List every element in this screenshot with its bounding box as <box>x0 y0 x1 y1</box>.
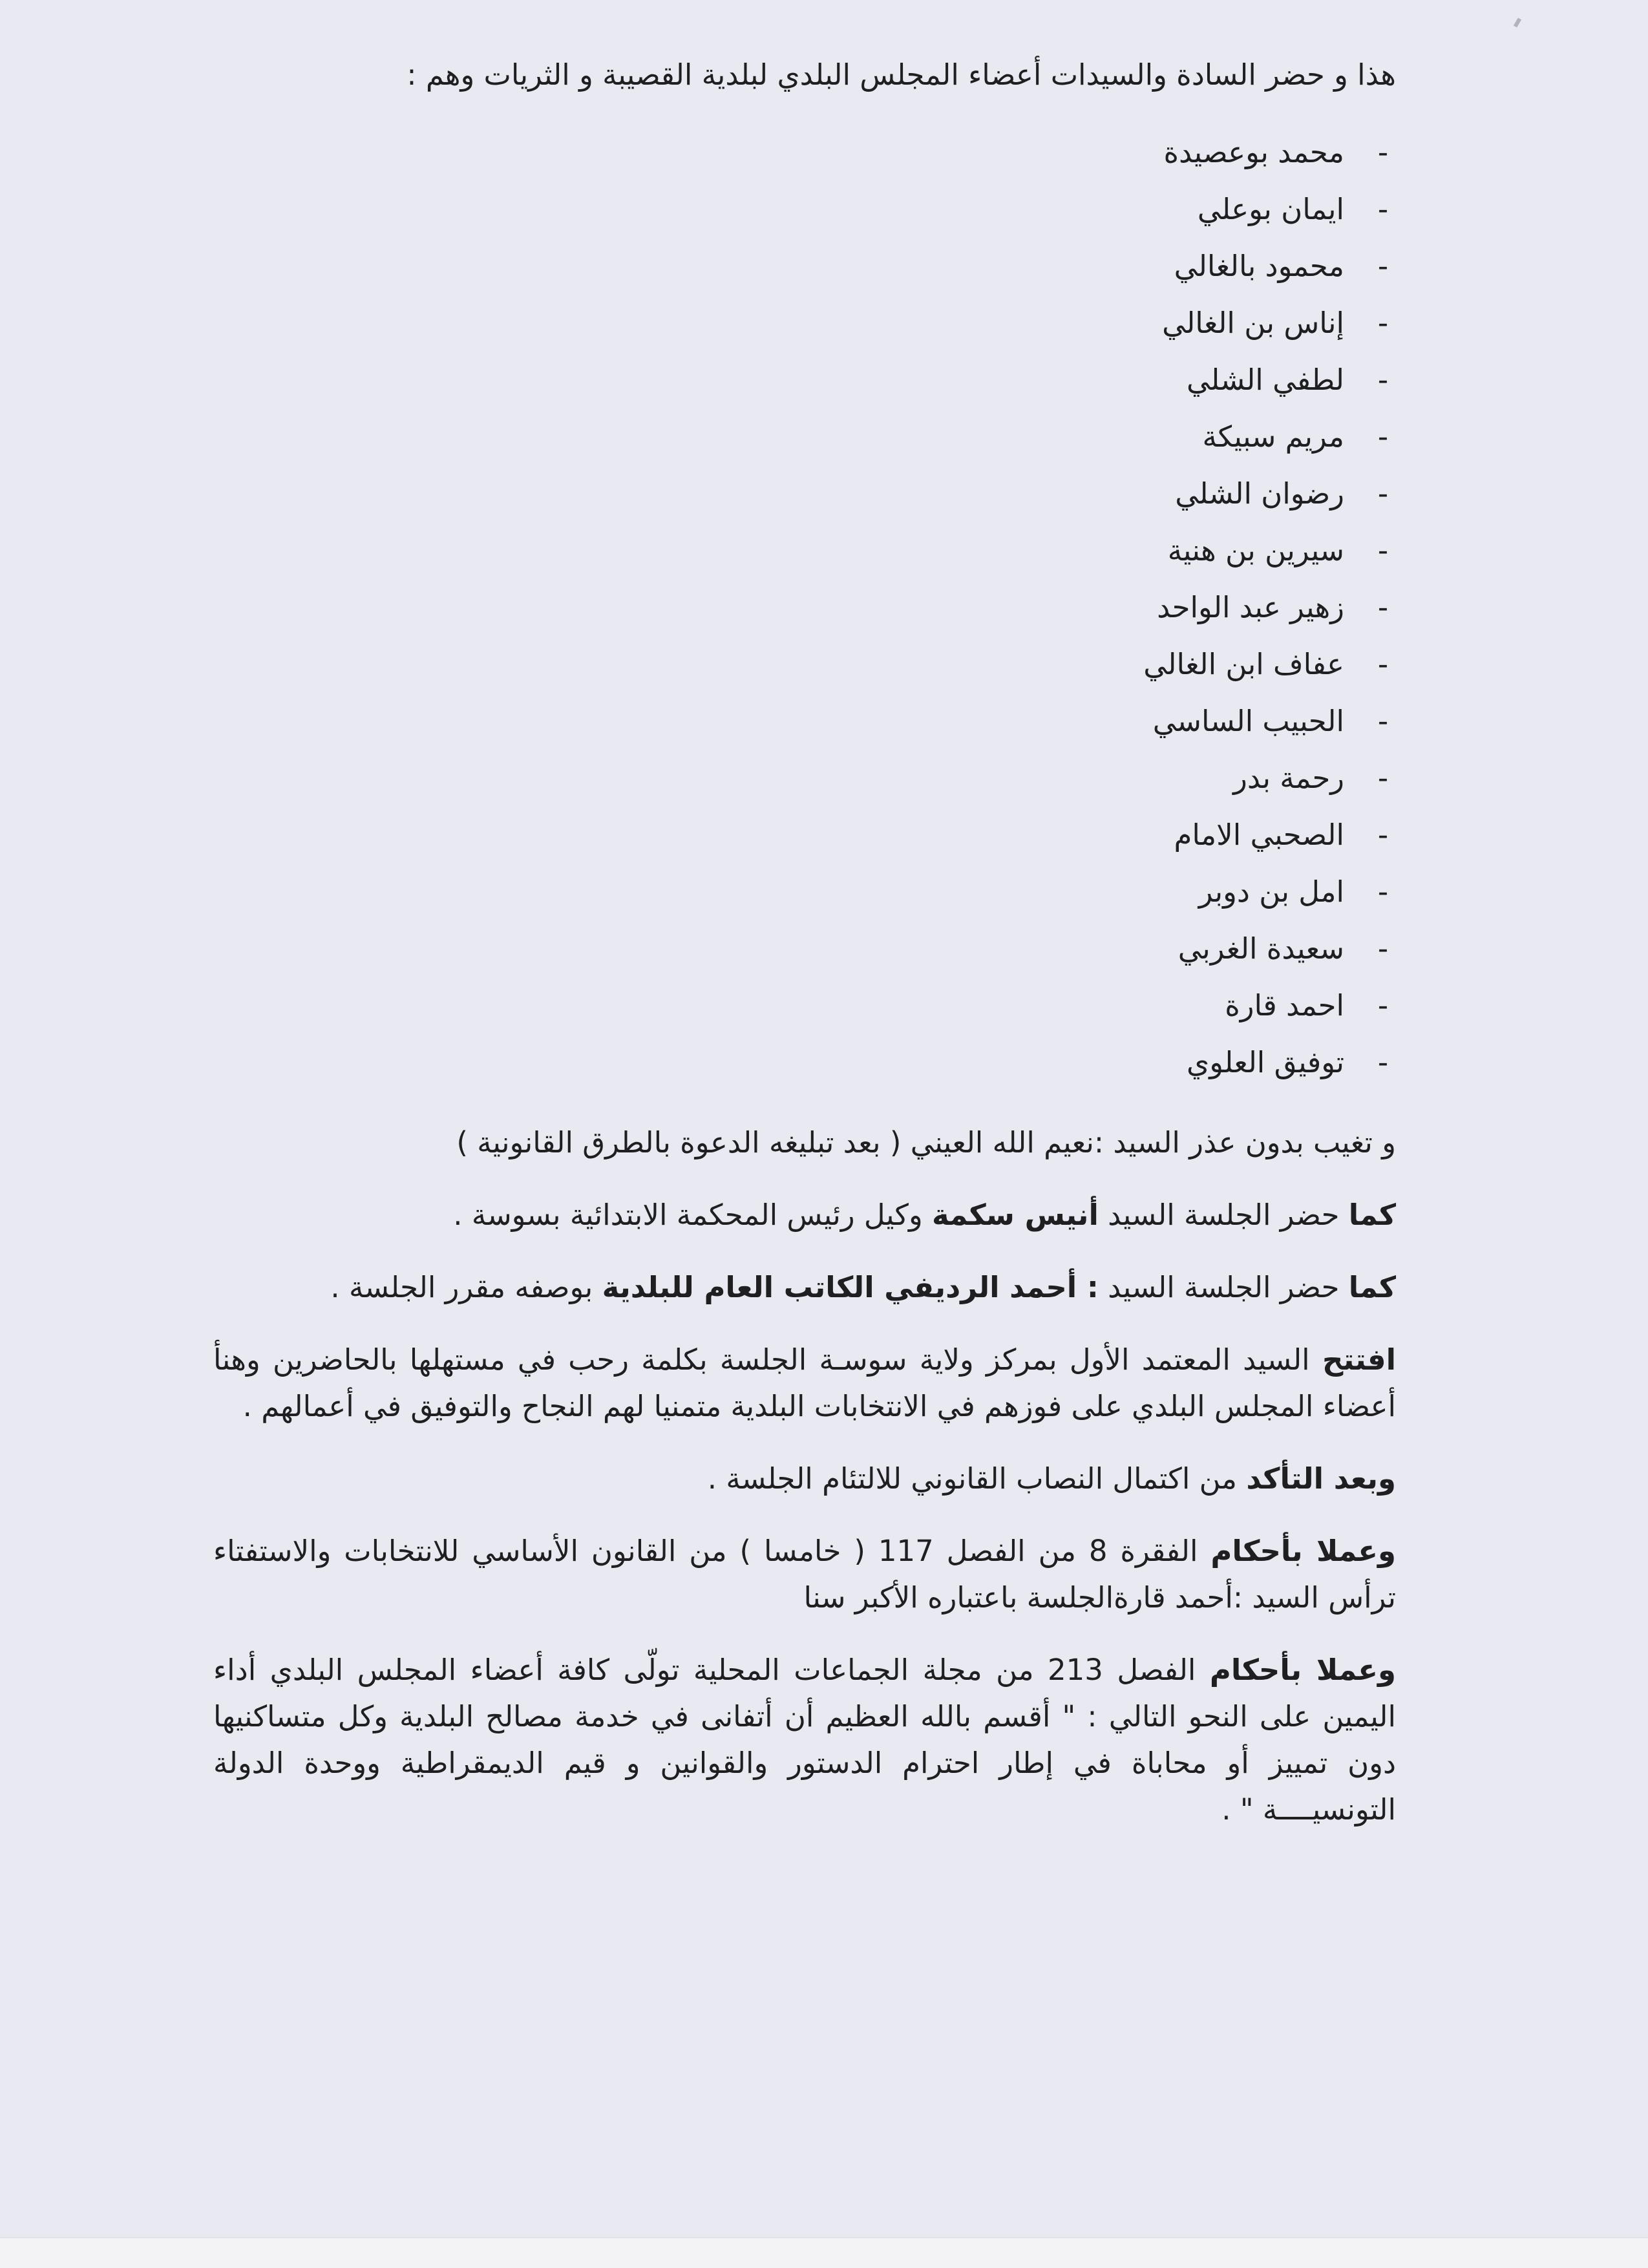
list-item <box>213 238 1396 295</box>
member-name: رضوان الشلي <box>1175 476 1344 511</box>
list-dash: - <box>1377 135 1389 169</box>
list-dash: - <box>1377 874 1389 909</box>
list-item <box>213 408 1396 465</box>
list-item <box>213 295 1396 352</box>
list-item <box>213 864 1396 920</box>
list-dash: - <box>1377 988 1389 1023</box>
list-item <box>213 807 1396 864</box>
secretary-attendance-paragraph <box>213 1264 1396 1311</box>
paragraph-text: الفصل 213 من مجلة الجماعات المحلية تولّى كافة أعضاء المجلس البلدي أداء اليمين على النحو التالي : " أقسم بالله العظيم أن أتفانى في خدمة مصالح البلدية وكل متساكنيها دون تمييز أو محاباة في إطار احترام الدستور والقوانين و قيم الديمقراطية ووحدة الدولة التونسيــــة " . <box>213 1653 1396 1827</box>
list-item <box>213 465 1396 522</box>
paragraph-text: وكيل رئيس المحكمة الابتدائية بسوسة . <box>453 1198 933 1232</box>
paragraph-text: الفقرة 8 من الفصل 117 ( خامسا ) من القانون الأساسي للانتخابات والاستفتاء ترأس السيد :أحمد قارةالجلسة باعتباره الأكبر سنا <box>213 1534 1396 1615</box>
list-dash: - <box>1377 931 1389 966</box>
member-name: سعيدة الغربي <box>1178 931 1344 966</box>
list-dash: - <box>1377 818 1389 852</box>
member-name: لطفي الشلي <box>1187 363 1344 397</box>
chair-paragraph <box>213 1528 1396 1621</box>
list-dash: - <box>1377 363 1389 397</box>
member-name: احمد قارة <box>1225 988 1344 1023</box>
scan-speck <box>1514 17 1521 27</box>
member-name: محمد بوعصيدة <box>1163 135 1344 169</box>
member-name: الصحبي الامام <box>1174 818 1344 852</box>
member-name: الحبيب الساسي <box>1152 704 1344 738</box>
list-dash: - <box>1377 590 1389 624</box>
paragraph-text: حضر الجلسة السيد <box>1098 1198 1349 1232</box>
list-dash: - <box>1377 306 1389 340</box>
list-dash: - <box>1377 249 1389 283</box>
paragraph-text: من اكتمال النصاب القانوني للالتئام الجلسة . <box>707 1461 1247 1496</box>
member-name: إناس بن الغالي <box>1162 306 1344 340</box>
paragraph-lead-word: وعملا بأحكام <box>1209 1653 1396 1687</box>
secretary-name: : أحمد الرديفي الكاتب العام للبلدية <box>602 1270 1099 1304</box>
member-name: مريم سبيكة <box>1202 419 1344 454</box>
list-item <box>213 352 1396 408</box>
paragraph-lead-word: كما <box>1348 1270 1396 1304</box>
list-item <box>213 977 1396 1034</box>
paragraph-lead-word: كما <box>1348 1198 1396 1232</box>
judge-name: أنيس سكمة <box>932 1198 1099 1232</box>
paragraph-text: بوصفه مقرر الجلسة . <box>330 1270 602 1304</box>
list-item <box>213 124 1396 181</box>
member-name: محمود بالغالي <box>1174 249 1344 283</box>
list-dash: - <box>1377 647 1389 681</box>
paragraph-lead-word: وعملا بأحكام <box>1210 1534 1396 1568</box>
member-name: زهير عبد الواحد <box>1157 590 1344 624</box>
list-dash: - <box>1377 1045 1389 1079</box>
list-item <box>213 181 1396 238</box>
list-item <box>213 636 1396 693</box>
document-body <box>213 52 1396 1859</box>
list-item <box>213 750 1396 807</box>
intro-paragraph: هذا و حضر السادة والسيدات أعضاء المجلس البلدي لبلدية القصيبة و الثريات وهم : <box>407 58 1396 92</box>
member-name: امل بن دوبر <box>1198 874 1344 909</box>
oath-paragraph <box>213 1647 1396 1833</box>
scan-bottom-edge <box>0 2237 1648 2268</box>
members-list <box>213 124 1396 1091</box>
judge-attendance-paragraph <box>213 1192 1396 1238</box>
member-name: ايمان بوعلي <box>1197 192 1344 226</box>
list-item <box>213 522 1396 579</box>
list-dash: - <box>1377 192 1389 226</box>
list-dash: - <box>1377 533 1389 567</box>
member-name: رحمة بدر <box>1233 761 1344 795</box>
list-dash: - <box>1377 704 1389 738</box>
list-dash: - <box>1377 419 1389 454</box>
member-name: توفيق العلوي <box>1187 1045 1344 1079</box>
list-dash: - <box>1377 476 1389 511</box>
list-item <box>213 1034 1396 1091</box>
paragraph-text: السيد المعتمد الأول بمركز ولاية سوسـة الجلسة بكلمة رحب في مستهلها بالحاضرين وهنأ أعضاء المجلس البلدي على فوزهم في الانتخابات البلدية متمنيا لهم النجاح والتوفيق في أعمالهم . <box>213 1342 1396 1423</box>
paragraph-text: حضر الجلسة السيد <box>1098 1270 1349 1304</box>
paragraph-lead-word: وبعد التأكد <box>1246 1461 1396 1496</box>
paragraph-lead-word: افتتح <box>1322 1342 1396 1377</box>
quorum-paragraph <box>213 1456 1396 1502</box>
list-item <box>213 693 1396 750</box>
member-name: سيرين بن هنية <box>1167 533 1344 567</box>
member-name: عفاف ابن الغالي <box>1143 647 1344 681</box>
absence-note: و تغيب بدون عذر السيد :نعيم الله العيني ( بعد تبليغه الدعوة بالطرق القانونية ) <box>456 1125 1396 1160</box>
opening-paragraph <box>213 1337 1396 1430</box>
list-item <box>213 920 1396 977</box>
list-dash: - <box>1377 761 1389 795</box>
list-item <box>213 579 1396 636</box>
